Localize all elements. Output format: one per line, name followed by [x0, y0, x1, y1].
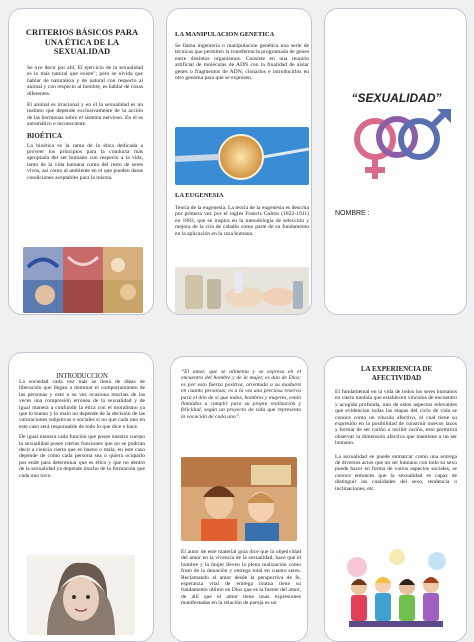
panel-cover [324, 8, 467, 315]
woman-illustration-image [27, 555, 135, 635]
couple-kitchen-image [181, 457, 297, 541]
lab-hands-image [175, 267, 309, 315]
subtitle: BIOÉTICA [27, 131, 63, 140]
panel-title: LA EXPERIENCIA DE AFECTIVIDAD [360, 365, 433, 382]
quote-text: “El amor, que se alimenta y se expresa en el encuentro del hombre y de la mujer, es don de Dios; es por esto fuerza positiva, orientada a su madurez en cuanto personas; es a la vez una preciosa reserva para el don de sí que todos, hombres y mujeres, están llamados a cumplir para su propia realización y felicidad, según un proyecto de vida que representa la vocación de cada uno”. [181, 369, 301, 420]
panel-title: CRITERIOS BÁSICOS PARA UNA ÉTICA DE LA SEXUALIDAD [25, 27, 139, 56]
friends-cartoon-image [337, 547, 455, 637]
paragraph: La bioética es la rama de la ética dedicada a proveer los principios para la conducta más apropiada del ser humano con respecto a la vida, tanto de la vida humana como del resto de seres vivos, así como al ambiente en el que pueden darse condiciones aceptables para la misma. [27, 142, 143, 181]
paragraph: La sociedad cada vez más se llena de ideas de liberación que llegan a dominar el comportamiento de las personas y esto a su vez ocasiona muchas de las veces una compresión errónea de la sexualidad y de igual manera a confundir la ética con el moralismo ya que lo bueno y lo malo no depende de la decisión de las valoraciones subjetivas o sociales si no que cada uno en este caso será responsable de todo lo que dice o hace. [19, 379, 145, 430]
nombre-label: NOMBRE : [335, 210, 370, 217]
paragraph: Se oye decir por allí, El ejercicio de la sexualidad es lo más natural que existe"; pero se olvida que hablar de naturaleza y de natural con respecto al animal y con respecto al hombre, es hablar de cosas diferentes. [27, 65, 143, 97]
paragraph: Se llama ingeniería o manipulación genética una serie de técnicas que permiten la transferencia programada de genes entre distintos organismos. Consiste en una reunión artificial de moléculas de ADN con la finalidad de aislar genes o fragmentos de ADN, clonarlos e introducirlos en otro genoma para que se expresen. [175, 43, 309, 82]
cover-title: “SEXUALIDAD” [351, 91, 442, 105]
panel-amor [170, 356, 308, 642]
paragraph: De igual manera cada función que posee nuestro cuerpo la sexualidad posee ciertas funciones que no se podrían decir a ciencia cierta que es bueno o mala, en este caso depende de como cada persona sea o quiera ocuparlo por ende para determinar que es ético y que no dentro de la sexualidad ya depende mucho de la formación que cada uno tuvo. [19, 434, 145, 479]
gender-symbols-icon [337, 105, 459, 185]
paragraph: La sexualidad se puede enmarcar como una entrega de diversos actos que un ser humano con todo su sexo puede hacer en forma de varios aspectos sociales, se conoce entonces que la sexualidad es capaz de distinguir las cualidades del sexo, tendencia o inclinaciones, etc. [335, 453, 457, 492]
subtitle: LA EUGENESIA [175, 192, 224, 199]
paragraph: Teoría de la eugenesia. La teoría de la eugenesia es descrita por primera vez por el inglés Francis Galton (1822-1911) en 1883, que se inspira en la metodología de selección y mejora de la cría de caballo como parte de su fundamento en la aplicación en la raza humana. [175, 205, 309, 237]
paragraph: El fundamental en la vida de todos los seres humanos en cierta medida que establecen vínculos de encuentro y acogida profunda, uno de estos aspectos relevantes que evidencian todas las etapas del ciclo de vida se conoce como un vínculo afectivo, el cual tiene su expresión en la posibilidad de construir nuevos lazos y formar de ser cariño o recibir cariño, esto permitirá observar la dimensión afectiva que mantiene a un ser humano. [335, 389, 457, 447]
paragraph: El autor de este material guía dice que la objetividad del amor en la vivencia de la sexualidad, hace que el hombre y la mujer lleven la plena realización como fruto de la donación y entrega total en cuanto seres. Reclamando al amor desde la perspectiva de fe, esperanza vital de entrega mutua tiene su fundamento último en Dios que es la fuente del amor, de allí que el amor tiene unas expresiones manifestadas en la relación de pareja es un [181, 549, 302, 607]
panel-criterios [8, 8, 154, 315]
paragraph: El animal es irracional y en él la sexualidad es un instinto que depende exclusivamente de la acción de las hormonas sobre el sistema nervioso. En él es automático e inconsciente. [27, 102, 143, 128]
bioethics-collage-image [23, 247, 143, 313]
panel-introduccion [8, 352, 154, 642]
panel-afectividad [324, 356, 467, 642]
panel-manipulacion [166, 8, 312, 315]
cell-injection-image [175, 127, 309, 185]
panel-title: LA MANIPULACION GENETICA [175, 31, 275, 38]
panel-title: INTRODUCCION [56, 373, 108, 380]
